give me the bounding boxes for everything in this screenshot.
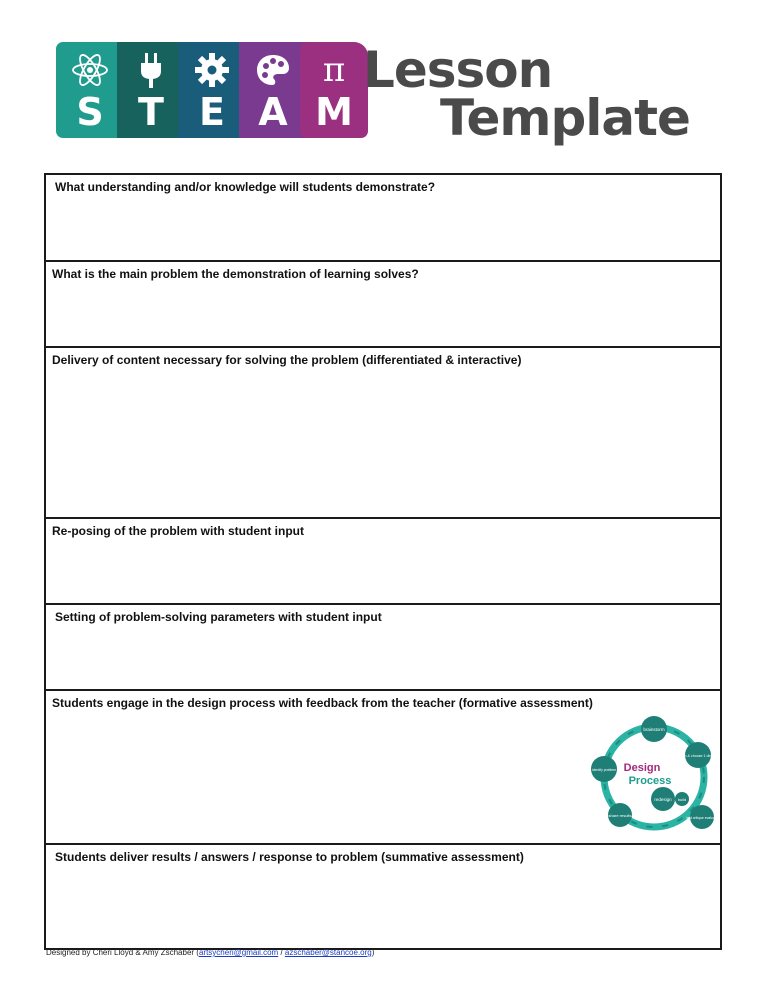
atom-icon [68, 50, 112, 90]
section-parameters[interactable] [46, 605, 720, 691]
design-process-diagram [590, 711, 721, 839]
footer-suffix: ) [371, 948, 375, 957]
section-question: Students engage in the design process with feedback from the teacher (formative assessment) [52, 696, 593, 710]
step-share: share results [608, 813, 632, 818]
gear-icon [190, 50, 234, 90]
step-identify: identify problem [592, 768, 616, 772]
pi-symbol: π [322, 50, 346, 90]
email-link-artsycheri[interactable]: artsycheri@gmail.com [198, 948, 279, 957]
steam-tile-a [239, 42, 307, 138]
section-deliver-results[interactable] [46, 845, 720, 948]
step-brainstorm: brainstorm [643, 727, 665, 732]
section-question: Delivery of content necessary for solving the problem (differentiated & interactive) [52, 353, 522, 367]
steam-letter-m: M [315, 90, 353, 134]
step-redesign: redesign [654, 797, 672, 802]
palette-icon [251, 50, 295, 90]
lesson-template-form [44, 173, 722, 950]
section-question: Setting of problem-solving parameters with student input [55, 610, 382, 624]
footer-separator: / [278, 948, 285, 957]
steam-letter-e: E [199, 90, 225, 134]
section-design-process[interactable] [46, 691, 720, 845]
step-design-choose: design & choose 1 direction [675, 754, 721, 758]
steam-tile-e [178, 42, 246, 138]
steam-letter-a: A [258, 90, 288, 134]
section-content-delivery[interactable] [46, 348, 720, 519]
email-link-azschaber[interactable]: azschaber@stancoe.org [284, 948, 372, 957]
steam-tile-s [56, 42, 124, 138]
steam-letter-t: T [138, 90, 164, 134]
section-question: Students deliver results / answers / response to problem (summative assessment) [55, 850, 524, 864]
section-reposing-problem[interactable] [46, 519, 720, 605]
process-title: Process [628, 775, 672, 787]
steam-letter-s: S [76, 90, 104, 134]
section-question: What understanding and/or knowledge will students demonstrate? [55, 180, 436, 194]
footer-prefix: Designed by Cheri Lloyd & Amy Zschaber ( [46, 948, 199, 957]
section-question: What is the main problem the demonstration of learning solves? [52, 267, 419, 281]
section-understanding[interactable] [46, 175, 720, 262]
title-lesson: Lesson [363, 41, 553, 99]
step-test: test critique evaluate [686, 816, 718, 820]
footer-credits [46, 948, 374, 958]
section-question: Re-posing of the problem with student input [52, 524, 304, 538]
design-title: Design [623, 762, 661, 774]
title-template: Template [440, 89, 690, 147]
plug-icon [129, 50, 173, 90]
step-build: build [677, 797, 687, 802]
pi-icon [312, 50, 356, 90]
steam-tile-m [300, 42, 368, 138]
steam-tile-t [117, 42, 185, 138]
section-main-problem[interactable] [46, 262, 720, 348]
steam-logo-header [56, 42, 716, 152]
